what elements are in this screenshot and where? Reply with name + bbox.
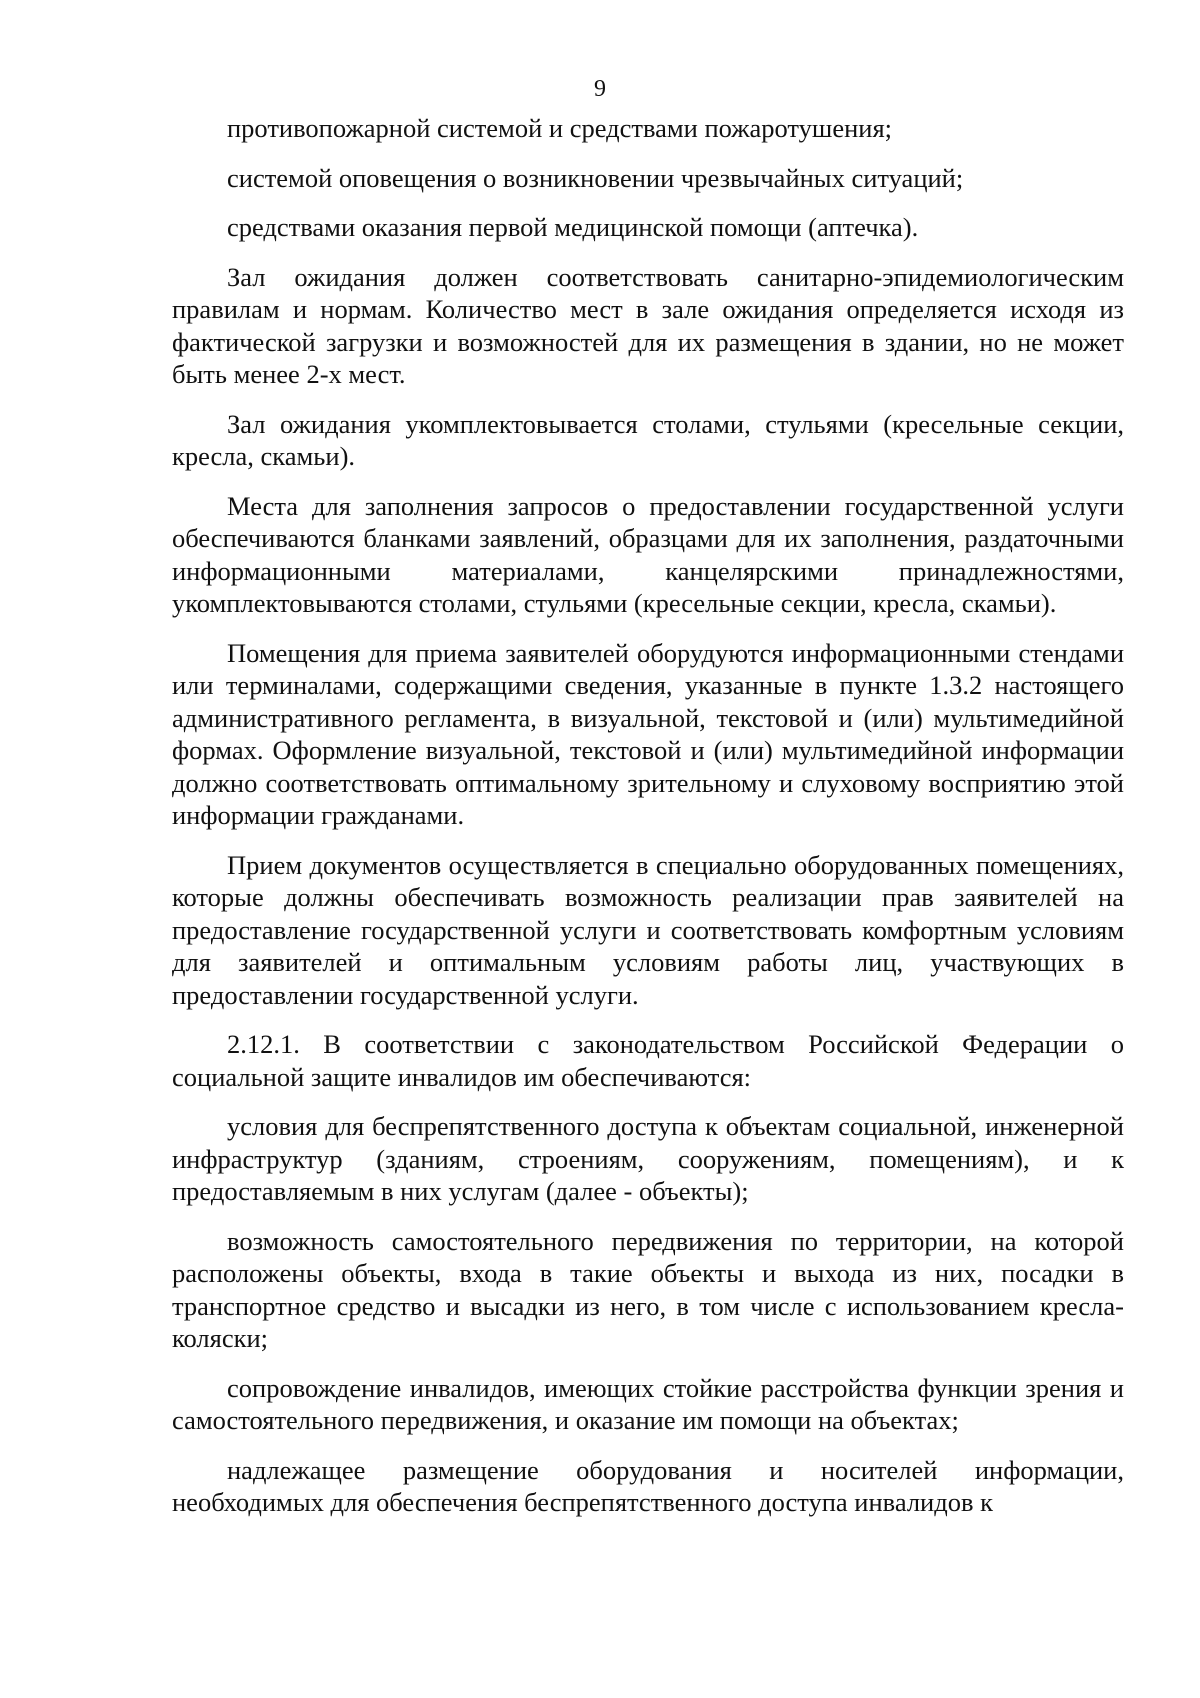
paragraph-equipment-placement: надлежащее размещение оборудования и носителей информации, необходимых для обеспечения беспрепятственного доступа инвалидов к [172, 1454, 1124, 1517]
page-number: 9 [594, 76, 606, 102]
paragraph-section-2-12-1: 2.12.1. В соответствии с законодательством Российской Федерации о социальной защите инвалидов им обеспечиваются: [172, 1029, 1124, 1092]
paragraph-unobstructed-access: условия для беспрепятственного доступа к объектам социальной, инженерной инфраструктур (зданиям, строениям, сооружениям, помещениям), и к предоставляемым в них услугам (далее - объекты); [172, 1111, 1124, 1206]
paragraph-fire-safety: противопожарной системой и средствами пожаротушения; [227, 113, 892, 143]
paragraph-waiting-hall-norms: Зал ожидания должен соответствовать санитарно-эпидемиологическим правилам и нормам. Количество мест в зале ожидания определяется исходя из фактической загрузки и возможностей для их размещения в здании, но не может быть менее 2-х мест. [172, 261, 1124, 389]
paragraph-first-aid: средствами оказания первой медицинской помощи (аптечка). [227, 212, 919, 242]
paragraph-reception-premises: Помещения для приема заявителей оборудуются информационными стендами или терминалами, содержащими сведения, указанные в пункте 1.3.2 настоящего административного регламента, в визуальной, текстовой и (или) мультимедийной формах. Оформление визуальной, текстовой и (или) мультимедийной информации должно соответствовать оптимальному зрительному и слуховому восприятию этой информации гражданами. [172, 637, 1124, 830]
paragraph-independent-movement: возможность самостоятельного передвижения по территории, на которой расположены объекты, входа в такие объекты и выхода из них, посадки в транспортное средство и высадки из него, в том числе с использованием кресла-коляски; [172, 1225, 1124, 1353]
paragraph-document-reception: Прием документов осуществляется в специально оборудованных помещениях, которые должны обеспечивать возможность реализации прав заявителей на предоставление государственной услуги и соответствовать комфортным условиям для заявителей и оптимальным условиям работы лиц, участвующих в предоставлении государственной услуги. [172, 849, 1124, 1010]
paragraph-escort-assistance: сопровождение инвалидов, имеющих стойкие расстройства функции зрения и самостоятельного передвижения, и оказание им помощи на объектах; [172, 1372, 1124, 1435]
paragraph-request-filling-places: Места для заполнения запросов о предоставлении государственной услуги обеспечиваются бланками заявлений, образцами для их заполнения, раздаточными информационными материалами, канцелярскими принадлежностями, укомплектовываются столами, стульями (кресельные секции, кресла, скамьи). [172, 490, 1124, 618]
document-body [172, 112, 1124, 1536]
paragraph-emergency-alert: системой оповещения о возникновении чрезвычайных ситуаций; [227, 162, 964, 193]
paragraph-waiting-hall-furniture: Зал ожидания укомплектовывается столами, стульями (кресельные секции, кресла, скамьи). [172, 408, 1124, 471]
